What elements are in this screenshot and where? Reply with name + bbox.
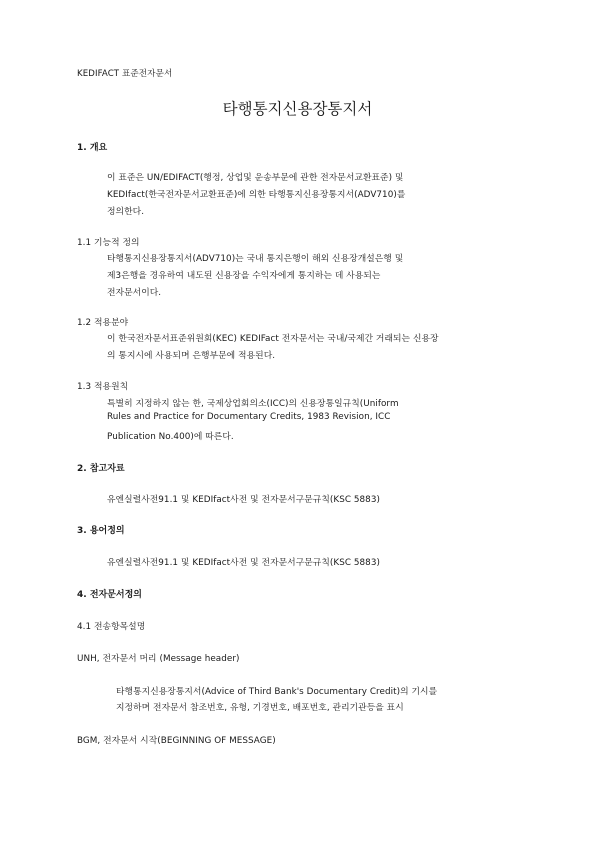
paragraph-line: 전자문서이다.	[107, 288, 162, 298]
document-header: KEDIFACT 표준전자문서	[77, 69, 173, 79]
paragraph-line: 특별히 지정하지 않는 한, 국제상업회의소(ICC)의 신용장통일규칙(Uniform	[107, 399, 399, 409]
section-heading-definitions: 3. 용어정의	[77, 526, 125, 536]
paragraph-line: 유엔실렬사전91.1 및 KEDIfact사전 및 전자문서구문규칙(KSC 5883)	[107, 495, 380, 505]
paragraph-line: 의 통지시에 사용되며 은행부문에 적용된다.	[107, 351, 276, 361]
paragraph-line: 유엔실렬사전91.1 및 KEDIfact사전 및 전자문서구문규칙(KSC 5883)	[107, 558, 380, 568]
paragraph-line: 타행통지신용장통지서(ADV710)는 국내 통지은행이 해외 신용장개설은행 및	[107, 254, 404, 264]
section-heading-overview: 1. 개요	[77, 143, 108, 153]
paragraph-line: 정의한다.	[107, 207, 145, 217]
paragraph-line: Publication No.400)에 따른다.	[107, 432, 234, 442]
paragraph-line: 지정하며 전자문서 참조번호, 유형, 기경번호, 배포번호, 관리기관등을 표시	[116, 703, 404, 713]
subsection-heading-principles: 1.3 적용원칙	[77, 382, 129, 392]
document-title: 타행통지신용장통지서	[222, 100, 373, 118]
paragraph-line: KEDIfact(한국전자문서교환표준)에 의한 타행통지신용장통지서(ADV710)를	[107, 190, 406, 200]
paragraph-line: 이 한국전자문서표준위원회(KEC) KEDIFact 전자문서는 국내/국제간 거래되는 신용장	[107, 334, 439, 344]
paragraph-line: 제3은행을 경유하여 내도된 신용장을 수익자에게 통지하는 데 사용되는	[107, 271, 381, 281]
segment-unh-label: UNH, 전자문서 머리 (Message header)	[77, 654, 240, 664]
paragraph-line: 이 표준은 UN/EDIFACT(행정, 상업및 운송부문에 관한 전자문서교환표준) 및	[107, 173, 404, 183]
subsection-heading-functional-definition: 1.1 기능적 정의	[77, 238, 140, 248]
subsection-heading-segment-description: 4.1 전송항목설명	[77, 622, 146, 632]
section-heading-message-definition: 4. 전자문서정의	[77, 590, 142, 600]
section-heading-references: 2. 참고자료	[77, 464, 125, 474]
subsection-heading-scope: 1.2 적용분야	[77, 318, 129, 328]
paragraph-line: Rules and Practice for Documentary Credits, 1983 Revision, ICC	[107, 412, 391, 422]
paragraph-line: 타행통지신용장통지서(Advice of Third Bank's Documentary Credit)의 기시를	[116, 687, 438, 697]
segment-bgm-label: BGM, 전자문서 시작(BEGINNING OF MESSAGE)	[77, 736, 276, 746]
